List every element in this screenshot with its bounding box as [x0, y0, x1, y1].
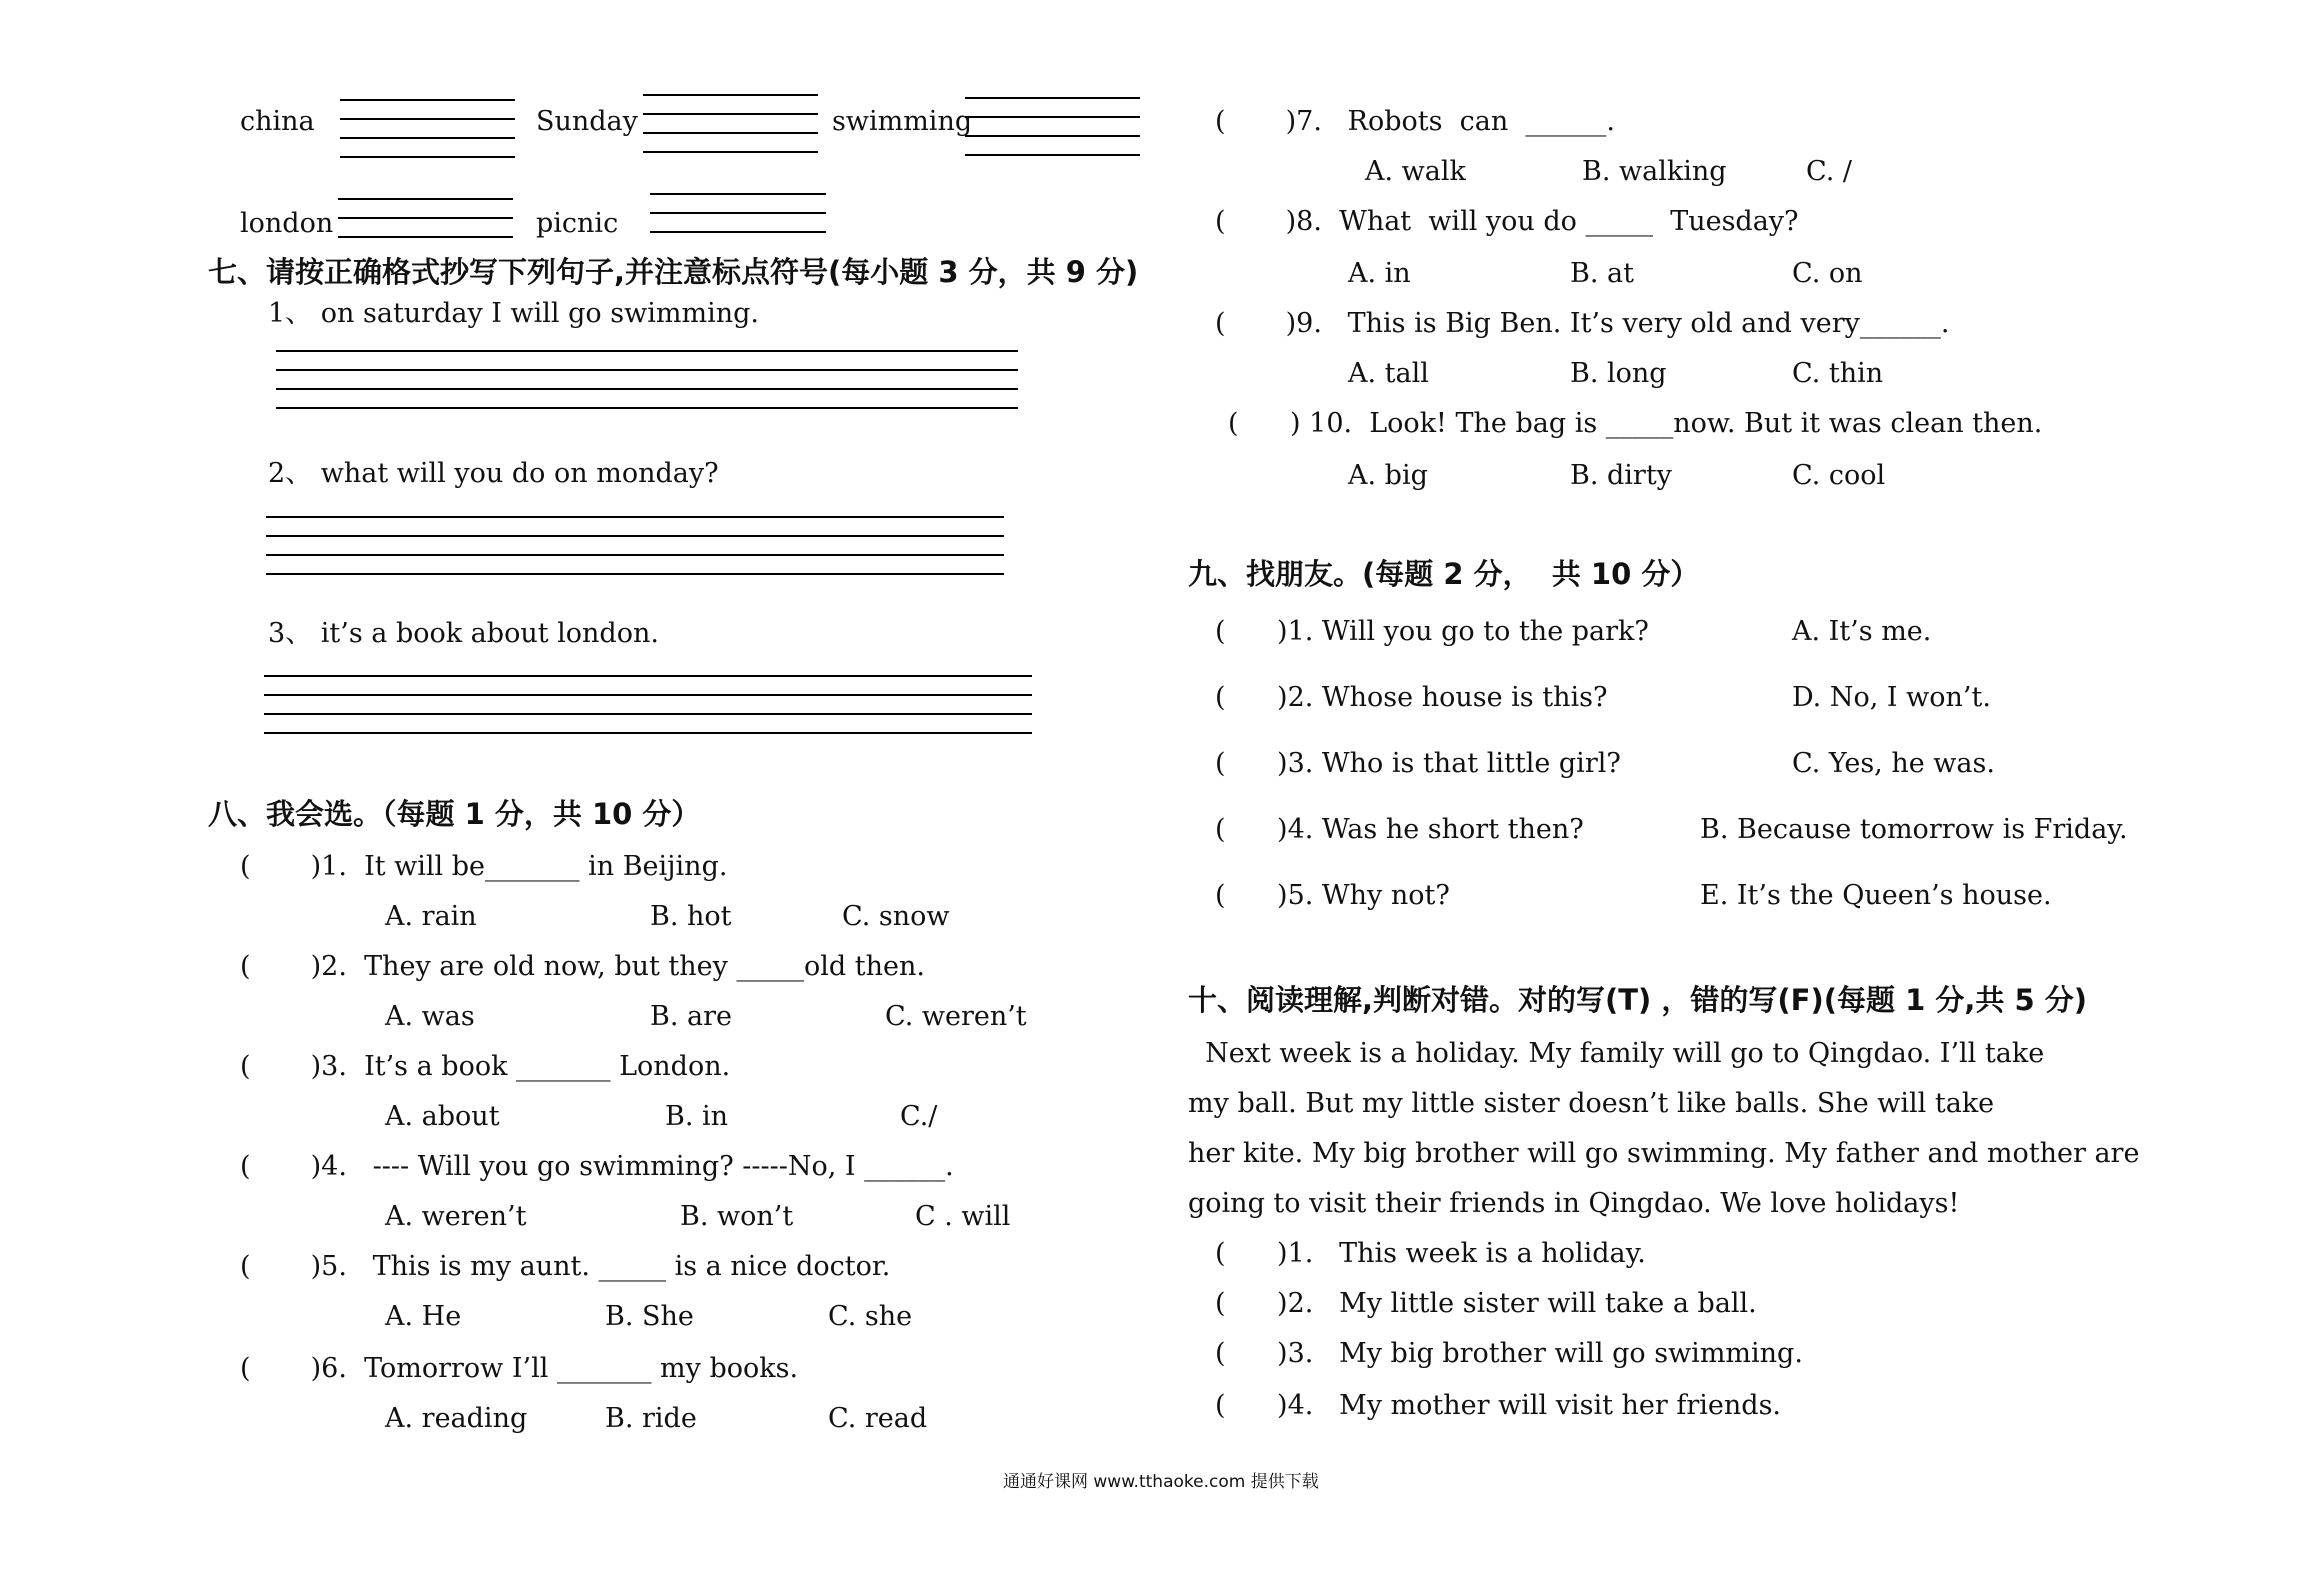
q8-6-b: B. ride — [605, 1403, 697, 1434]
q8-5-a: A. He — [385, 1301, 462, 1332]
q9-5-answer: E. It’s the Queen’s house. — [1700, 880, 2052, 911]
section-8-heading: 八、我会选。（每题 1 分，共 10 分） — [208, 797, 701, 831]
sec7-item-2: 2、 what will you do on monday? — [268, 458, 719, 489]
q8-9: ( )9. This is Big Ben. It’s very old and very______. — [1215, 308, 1950, 339]
word-picnic: picnic — [536, 208, 619, 239]
word-sunday: Sunday — [536, 106, 638, 137]
statement-4: ( )4. My mother will visit her friends. — [1215, 1390, 1782, 1421]
q9-4: ( )4. Was he short then? — [1215, 814, 1584, 845]
q8-9-a: A. tall — [1348, 358, 1429, 389]
q8-4-c: C . will — [915, 1201, 1011, 1232]
q8-4-a: A. weren’t — [385, 1201, 527, 1232]
statement-2: ( )2. My little sister will take a ball. — [1215, 1288, 1757, 1319]
q9-2: ( )2. Whose house is this? — [1215, 682, 1608, 713]
statement-1: ( )1. This week is a holiday. — [1215, 1238, 1646, 1269]
q8-1-c: C. snow — [842, 901, 950, 932]
word-london: london — [240, 208, 334, 239]
sec7-item-1: 1、 on saturday I will go swimming. — [268, 298, 759, 329]
q8-5-c: C. she — [828, 1301, 913, 1332]
q8-3-c: C./ — [900, 1101, 938, 1132]
q9-3-answer: C. Yes, he was. — [1792, 748, 1995, 779]
q8-1-b: B. hot — [650, 901, 732, 932]
q8-1-a: A. rain — [385, 901, 477, 932]
q9-2-answer: D. No, I won’t. — [1792, 682, 1991, 713]
q8-3-b: B. in — [665, 1101, 729, 1132]
q8-4-b: B. won’t — [680, 1201, 794, 1232]
q9-1-answer: A. It’s me. — [1792, 616, 1932, 647]
q8-7-b: B. walking — [1582, 156, 1727, 187]
q8-5: ( )5. This is my aunt. _____ is a nice doctor. — [240, 1251, 891, 1282]
q8-3: ( )3. It’s a book _______ London. — [240, 1051, 731, 1082]
q8-7-c: C. / — [1806, 156, 1852, 187]
q8-10-c: C. cool — [1792, 460, 1886, 491]
q8-2-b: B. are — [650, 1001, 732, 1032]
word-swimming: swimming — [832, 106, 973, 137]
q8-8: ( )8. What will you do _____ Tuesday? — [1215, 206, 1799, 237]
footer-source: 通通好课网 www.tthaoke.com 提供下载 — [1003, 1472, 1319, 1492]
word-china: china — [240, 106, 315, 137]
passage-line-2: my ball. But my little sister doesn’t like balls. She will take — [1188, 1088, 1995, 1119]
section-10-heading: 十、阅读理解,判断对错。对的写(T) ，错的写(F)(每题 1 分,共 5 分) — [1188, 983, 2087, 1017]
section-9-heading: 九、找朋友。(每题 2 分， 共 10 分） — [1188, 557, 1700, 591]
q8-8-c: C. on — [1792, 258, 1863, 289]
q9-5: ( )5. Why not? — [1215, 880, 1450, 911]
q9-4-answer: B. Because tomorrow is Friday. — [1700, 814, 2128, 845]
q8-2-a: A. was — [385, 1001, 475, 1032]
q8-2: ( )2. They are old now, but they _____old then. — [240, 951, 925, 982]
passage-line-4: going to visit their friends in Qingdao. We love holidays! — [1188, 1188, 1960, 1219]
passage-line-1: Next week is a holiday. My family will go to Qingdao. I’ll take — [1188, 1038, 2045, 1069]
q8-7-a: A. walk — [1365, 156, 1466, 187]
q8-10: ( ) 10. Look! The bag is _____now. But it was clean then. — [1228, 408, 2043, 439]
q8-8-b: B. at — [1570, 258, 1634, 289]
q8-3-a: A. about — [385, 1101, 500, 1132]
q8-2-c: C. weren’t — [885, 1001, 1027, 1032]
section-7-heading: 七、请按正确格式抄写下列句子,并注意标点符号(每小题 3 分，共 9 分) — [208, 255, 1139, 289]
q9-1: ( )1. Will you go to the park? — [1215, 616, 1649, 647]
q8-6: ( )6. Tomorrow I’ll _______ my books. — [240, 1353, 799, 1384]
statement-3: ( )3. My big brother will go swimming. — [1215, 1338, 1803, 1369]
q8-10-a: A. big — [1348, 460, 1428, 491]
passage-line-3: her kite. My big brother will go swimming. My father and mother are — [1188, 1138, 2140, 1169]
q8-6-a: A. reading — [385, 1403, 528, 1434]
q8-1: ( )1. It will be_______ in Beijing. — [240, 851, 728, 882]
q9-3: ( )3. Who is that little girl? — [1215, 748, 1621, 779]
q8-5-b: B. She — [605, 1301, 694, 1332]
q8-4: ( )4. ---- Will you go swimming? -----No, I ______. — [240, 1151, 954, 1182]
q8-8-a: A. in — [1348, 258, 1411, 289]
sec7-item-3: 3、 it’s a book about london. — [268, 618, 659, 649]
q8-9-c: C. thin — [1792, 358, 1884, 389]
q8-9-b: B. long — [1570, 358, 1667, 389]
q8-6-c: C. read — [828, 1403, 928, 1434]
q8-10-b: B. dirty — [1570, 460, 1672, 491]
q8-7: ( )7. Robots can ______. — [1215, 106, 1616, 137]
